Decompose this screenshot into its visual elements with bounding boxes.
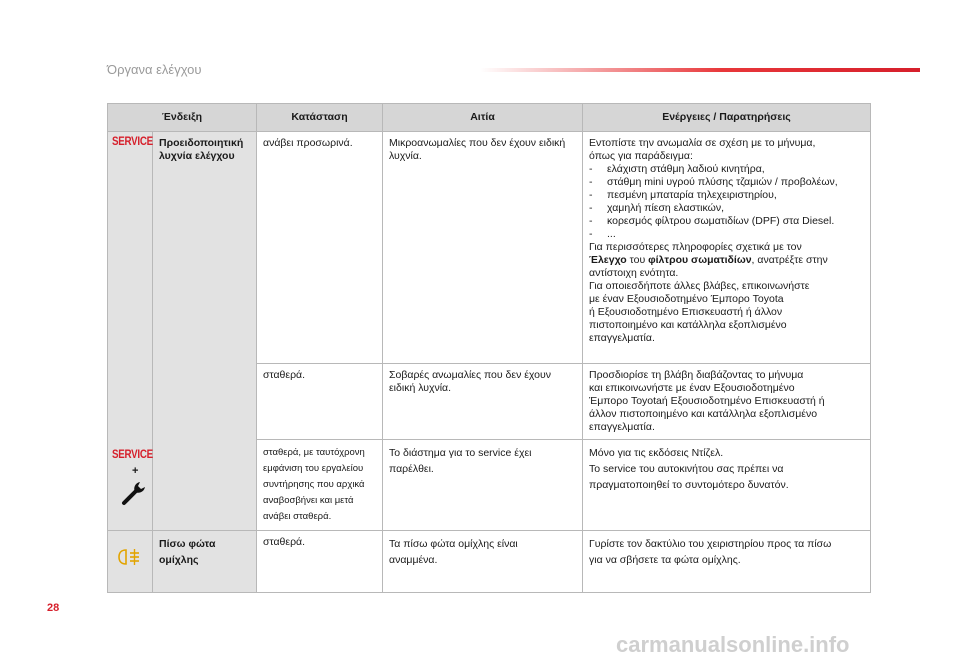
service-warning-icon: SERVICE <box>112 136 153 148</box>
warning-lights-table <box>107 103 871 593</box>
actions-text: Έμπορο Toyotaή Εξουσιοδοτημένο Επισκευαστή ή <box>589 395 825 407</box>
col-header-actions: Ενέργειες / Παρατηρήσεις <box>583 104 871 132</box>
list-item: - ελάχιστη στάθμη λαδιού κινητήρα, <box>589 163 765 175</box>
actions-text: επαγγελματία. <box>589 332 655 344</box>
state-cell: σταθερά. <box>257 364 383 440</box>
actions-text: επαγγελματία. <box>589 421 655 433</box>
page-number: 28 <box>47 602 60 614</box>
bold-term: Έλεγχο <box>589 254 627 266</box>
state-cell: ανάβει προσωρινά. <box>257 132 383 364</box>
list-item: - πεσμένη μπαταρία τηλεχειριστηρίου, <box>589 189 777 201</box>
actions-text: Προσδιορίσε τη βλάβη διαβάζοντας το μήνυμα <box>589 369 804 381</box>
state-cell: σταθερά. <box>257 531 383 593</box>
list-item: - ... <box>589 228 616 240</box>
indicator-name-rear-fog: Πίσω φώτα ομίχλης <box>153 531 257 593</box>
actions-text: πιστοποιημένο και κατάλληλα εξοπλισμένο <box>589 319 787 331</box>
actions-text: άλλον πιστοποιημένο και κατάλληλα εξοπλισμένο <box>589 408 818 420</box>
actions-text: Για οποιεσδήποτε άλλες βλάβες, επικοινωνήστε <box>589 280 810 292</box>
table-header-row <box>108 104 871 132</box>
indicator-name-warning: Προειδοποιητική λυχνία ελέγχου <box>153 132 257 531</box>
table-row <box>108 132 871 364</box>
rear-fog-light-icon <box>117 547 143 567</box>
list-item: - στάθμη mini υγρού πλύσης τζαμιών / προβολέων, <box>589 176 838 188</box>
actions-cell <box>583 132 871 364</box>
list-item: - κορεσμός φίλτρου σωματιδίων (DPF) στα Diesel. <box>589 215 835 227</box>
actions-cell: Μόνο για τις εκδόσεις Ντίζελ. Το service του αυτοκινήτου σας πρέπει να πραγματοποιηθεί το συντομότερο δυνατόν. <box>583 440 871 531</box>
section-title: Όργανα ελέγχου <box>107 62 202 77</box>
actions-text: Έλεγχο του φίλτρου σωματιδίων, ανατρέξτε στην <box>589 254 828 266</box>
actions-cell: Γυρίστε τον δακτύλιο του χειριστηρίου προς τα πίσω για να σβήσετε τα φώτα ομίχλης. <box>583 531 871 593</box>
cause-cell: Το διάστημα για το service έχει παρέλθει. <box>383 440 583 531</box>
actions-text: με έναν Εξουσιοδοτημένο Έμπορο Toyota <box>589 293 784 305</box>
watermark: carmanualsonline.info <box>616 632 850 657</box>
actions-cell <box>583 364 871 440</box>
actions-text: Εντοπίστε την ανωμαλία σε σχέση με το μήνυμα, <box>589 137 816 149</box>
header-accent-bar <box>480 68 920 72</box>
service-wrench-icon-group <box>112 449 157 529</box>
state-cell: σταθερά, με ταυτόχρονη εμφάνιση του εργαλείου συντήρησης που αρχικά αναβοσβήνει και μετά ανάβει σταθερά. <box>257 440 383 531</box>
actions-text: ή Εξουσιοδοτημένο Επισκευαστή ή άλλον <box>589 306 783 318</box>
service-icon-cell <box>108 132 153 531</box>
actions-text: Για περισσότερες πληροφορίες σχετικά με τον <box>589 241 802 253</box>
actions-text: και επικοινωνήστε με έναν Εξουσιοδοτημένο <box>589 382 795 394</box>
col-header-indicator: Ένδειξη <box>108 104 257 132</box>
bold-term: φίλτρου σωματιδίων <box>648 254 752 266</box>
wrench-icon <box>120 479 148 507</box>
service-warning-icon: SERVICE <box>112 449 153 461</box>
actions-text: όπως για παράδειγμα: <box>589 150 693 162</box>
col-header-state: Κατάσταση <box>257 104 383 132</box>
actions-text: αντίστοιχη ενότητα. <box>589 267 679 279</box>
plus-sign: + <box>132 465 139 477</box>
fog-icon-cell <box>108 531 153 593</box>
cause-cell: Σοβαρές ανωμαλίες που δεν έχουν ειδική λυχνία. <box>383 364 583 440</box>
col-header-cause: Αιτία <box>383 104 583 132</box>
cause-cell: Μικροανωμαλίες που δεν έχουν ειδική λυχνία. <box>383 132 583 364</box>
table-row <box>108 531 871 593</box>
cause-cell: Τα πίσω φώτα ομίχλης είναι αναμμένα. <box>383 531 583 593</box>
list-item: - χαμηλή πίεση ελαστικών, <box>589 202 724 214</box>
